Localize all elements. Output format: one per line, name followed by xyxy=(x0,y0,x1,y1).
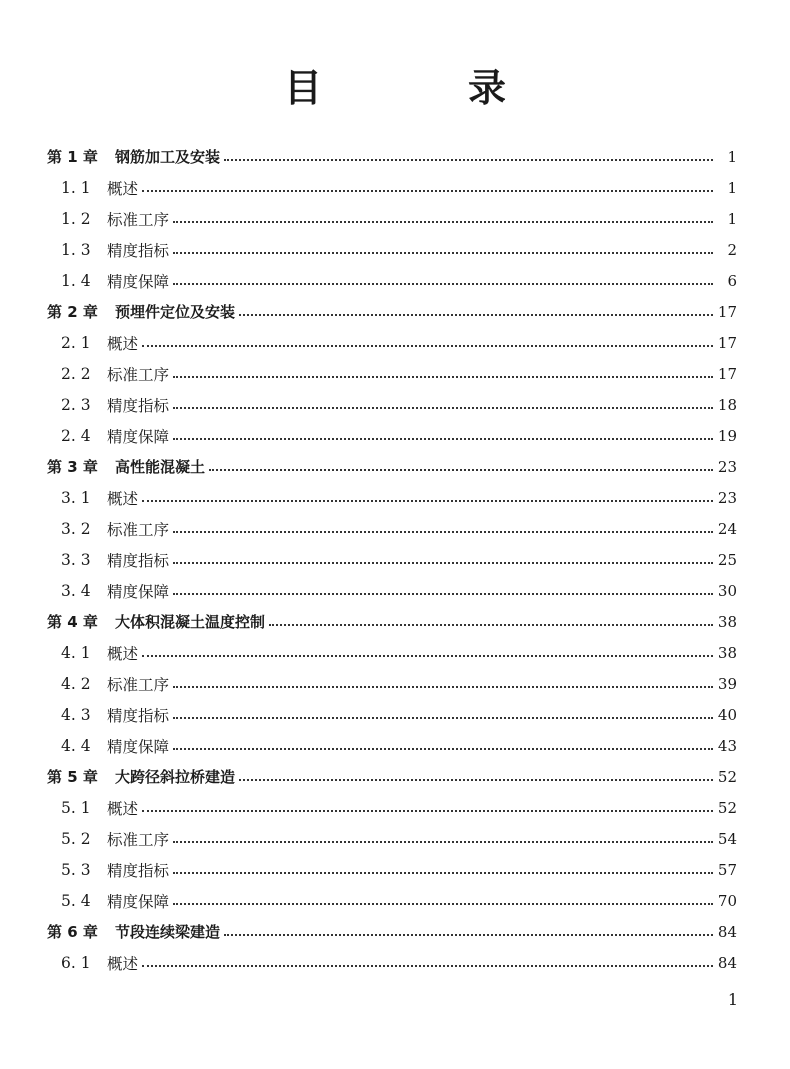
chapter-number: 第 1 章 xyxy=(47,148,98,166)
section-number: 4. 2 xyxy=(61,674,91,693)
toc-page-number: 17 xyxy=(717,364,737,383)
toc-page-number: 84 xyxy=(717,953,737,972)
section-number: 2. 3 xyxy=(61,395,91,414)
toc-page-number: 25 xyxy=(717,550,737,569)
section-title: 标准工序 xyxy=(107,365,170,384)
toc-section-row[interactable] xyxy=(47,327,737,358)
dot-leader xyxy=(173,841,713,843)
toc-page-number: 17 xyxy=(717,333,737,352)
section-number: 2. 4 xyxy=(61,426,91,445)
toc-page-number: 30 xyxy=(717,581,737,600)
page-title: 目 录 xyxy=(283,65,560,110)
dot-leader xyxy=(173,221,713,223)
section-number: 5. 3 xyxy=(61,860,91,879)
footer-page-number: 1 xyxy=(727,990,738,1009)
section-title: 精度指标 xyxy=(107,706,170,725)
toc-page-number: 17 xyxy=(717,302,737,321)
toc-section-row[interactable] xyxy=(47,947,737,978)
section-title: 概述 xyxy=(107,489,139,508)
chapter-number: 第 6 章 xyxy=(47,923,98,941)
toc-section-row[interactable] xyxy=(47,823,737,854)
section-title: 精度保障 xyxy=(107,272,170,291)
toc-section-row[interactable] xyxy=(47,234,737,265)
toc-page-number: 84 xyxy=(717,922,737,941)
dot-leader xyxy=(173,531,713,533)
toc-section-row[interactable] xyxy=(47,482,737,513)
section-title: 概述 xyxy=(107,954,139,973)
toc-page-number: 1 xyxy=(727,209,737,228)
toc-section-row[interactable] xyxy=(47,203,737,234)
dot-leader xyxy=(173,407,713,409)
section-title: 精度指标 xyxy=(107,241,170,260)
toc-section-row[interactable] xyxy=(47,389,737,420)
dot-leader xyxy=(173,283,713,285)
section-number: 2. 2 xyxy=(61,364,91,383)
toc-section-row[interactable] xyxy=(47,637,737,668)
toc-section-row[interactable] xyxy=(47,544,737,575)
toc-page-number: 2 xyxy=(727,240,737,259)
dot-leader xyxy=(173,717,713,719)
toc-page-number: 39 xyxy=(717,674,737,693)
chapter-title: 大跨径斜拉桥建造 xyxy=(115,768,236,786)
section-title: 标准工序 xyxy=(107,675,170,694)
section-title: 精度指标 xyxy=(107,551,170,570)
dot-leader xyxy=(142,345,713,347)
section-number: 1. 4 xyxy=(61,271,91,290)
toc-page-number: 19 xyxy=(717,426,737,445)
toc-chapter-row[interactable] xyxy=(47,141,737,172)
dot-leader xyxy=(142,655,713,657)
dot-leader xyxy=(173,438,713,440)
dot-leader xyxy=(142,500,713,502)
toc-section-row[interactable] xyxy=(47,792,737,823)
section-title: 精度保障 xyxy=(107,892,170,911)
toc-page-number: 1 xyxy=(727,147,737,166)
dot-leader xyxy=(224,159,713,161)
toc-section-row[interactable] xyxy=(47,265,737,296)
dot-leader xyxy=(142,810,713,812)
section-title: 概述 xyxy=(107,799,139,818)
toc-page-number: 57 xyxy=(717,860,737,879)
toc-page-number: 23 xyxy=(717,457,737,476)
section-number: 5. 4 xyxy=(61,891,91,910)
section-title: 精度保障 xyxy=(107,427,170,446)
dot-leader xyxy=(142,965,713,967)
toc-chapter-row[interactable] xyxy=(47,916,737,947)
section-title: 精度指标 xyxy=(107,396,170,415)
section-number: 2. 1 xyxy=(61,333,91,352)
chapter-number: 第 3 章 xyxy=(47,458,98,476)
section-title: 精度指标 xyxy=(107,861,170,880)
section-number: 5. 2 xyxy=(61,829,91,848)
chapter-title: 节段连续梁建造 xyxy=(115,923,221,941)
toc-page-number: 6 xyxy=(727,271,737,290)
chapter-title: 钢筋加工及安装 xyxy=(115,148,221,166)
section-number: 1. 1 xyxy=(61,178,91,197)
toc-chapter-row[interactable] xyxy=(47,296,737,327)
toc-section-row[interactable] xyxy=(47,358,737,389)
chapter-number: 第 4 章 xyxy=(47,613,98,631)
section-number: 4. 3 xyxy=(61,705,91,724)
toc-page-number: 43 xyxy=(717,736,737,755)
section-title: 标准工序 xyxy=(107,210,170,229)
dot-leader xyxy=(269,624,713,626)
dot-leader xyxy=(224,934,713,936)
section-number: 4. 1 xyxy=(61,643,91,662)
toc-chapter-row[interactable] xyxy=(47,451,737,482)
table-of-contents xyxy=(47,141,737,978)
chapter-title: 高性能混凝土 xyxy=(115,458,206,476)
section-title: 标准工序 xyxy=(107,520,170,539)
toc-section-row[interactable] xyxy=(47,575,737,606)
chapter-title: 大体积混凝土温度控制 xyxy=(115,613,266,631)
toc-section-row[interactable] xyxy=(47,668,737,699)
toc-page-number: 52 xyxy=(717,798,737,817)
dot-leader xyxy=(142,190,713,192)
toc-page-number: 18 xyxy=(717,395,737,414)
toc-section-row[interactable] xyxy=(47,699,737,730)
toc-section-row[interactable] xyxy=(47,730,737,761)
section-number: 5. 1 xyxy=(61,798,91,817)
toc-page-number: 23 xyxy=(717,488,737,507)
section-title: 标准工序 xyxy=(107,830,170,849)
toc-page-number: 52 xyxy=(717,767,737,786)
section-number: 1. 3 xyxy=(61,240,91,259)
dot-leader xyxy=(173,903,713,905)
toc-section-row[interactable] xyxy=(47,420,737,451)
section-title: 概述 xyxy=(107,644,139,663)
toc-section-row[interactable] xyxy=(47,172,737,203)
toc-page-number: 38 xyxy=(717,643,737,662)
toc-page-number: 70 xyxy=(717,891,737,910)
chapter-number: 第 5 章 xyxy=(47,768,98,786)
toc-section-row[interactable] xyxy=(47,513,737,544)
section-title: 精度保障 xyxy=(107,737,170,756)
section-title: 概述 xyxy=(107,179,139,198)
section-number: 3. 2 xyxy=(61,519,91,538)
section-title: 概述 xyxy=(107,334,139,353)
toc-page-number: 40 xyxy=(717,705,737,724)
toc-page-number: 24 xyxy=(717,519,737,538)
dot-leader xyxy=(173,872,713,874)
dot-leader xyxy=(173,562,713,564)
chapter-title: 预埋件定位及安装 xyxy=(115,303,236,321)
dot-leader xyxy=(173,748,713,750)
dot-leader xyxy=(209,469,713,471)
section-number: 1. 2 xyxy=(61,209,91,228)
chapter-number: 第 2 章 xyxy=(47,303,98,321)
dot-leader xyxy=(239,314,713,316)
dot-leader xyxy=(239,779,713,781)
section-title: 精度保障 xyxy=(107,582,170,601)
toc-page-number: 38 xyxy=(717,612,737,631)
toc-section-row[interactable] xyxy=(47,854,737,885)
dot-leader xyxy=(173,686,713,688)
toc-chapter-row[interactable] xyxy=(47,606,737,637)
dot-leader xyxy=(173,376,713,378)
toc-page-number: 1 xyxy=(727,178,737,197)
section-number: 6. 1 xyxy=(61,953,91,972)
section-number: 4. 4 xyxy=(61,736,91,755)
dot-leader xyxy=(173,593,713,595)
section-number: 3. 1 xyxy=(61,488,91,507)
toc-chapter-row[interactable] xyxy=(47,761,737,792)
toc-section-row[interactable] xyxy=(47,885,737,916)
section-number: 3. 4 xyxy=(61,581,91,600)
toc-page-number: 54 xyxy=(717,829,737,848)
dot-leader xyxy=(173,252,713,254)
section-number: 3. 3 xyxy=(61,550,91,569)
